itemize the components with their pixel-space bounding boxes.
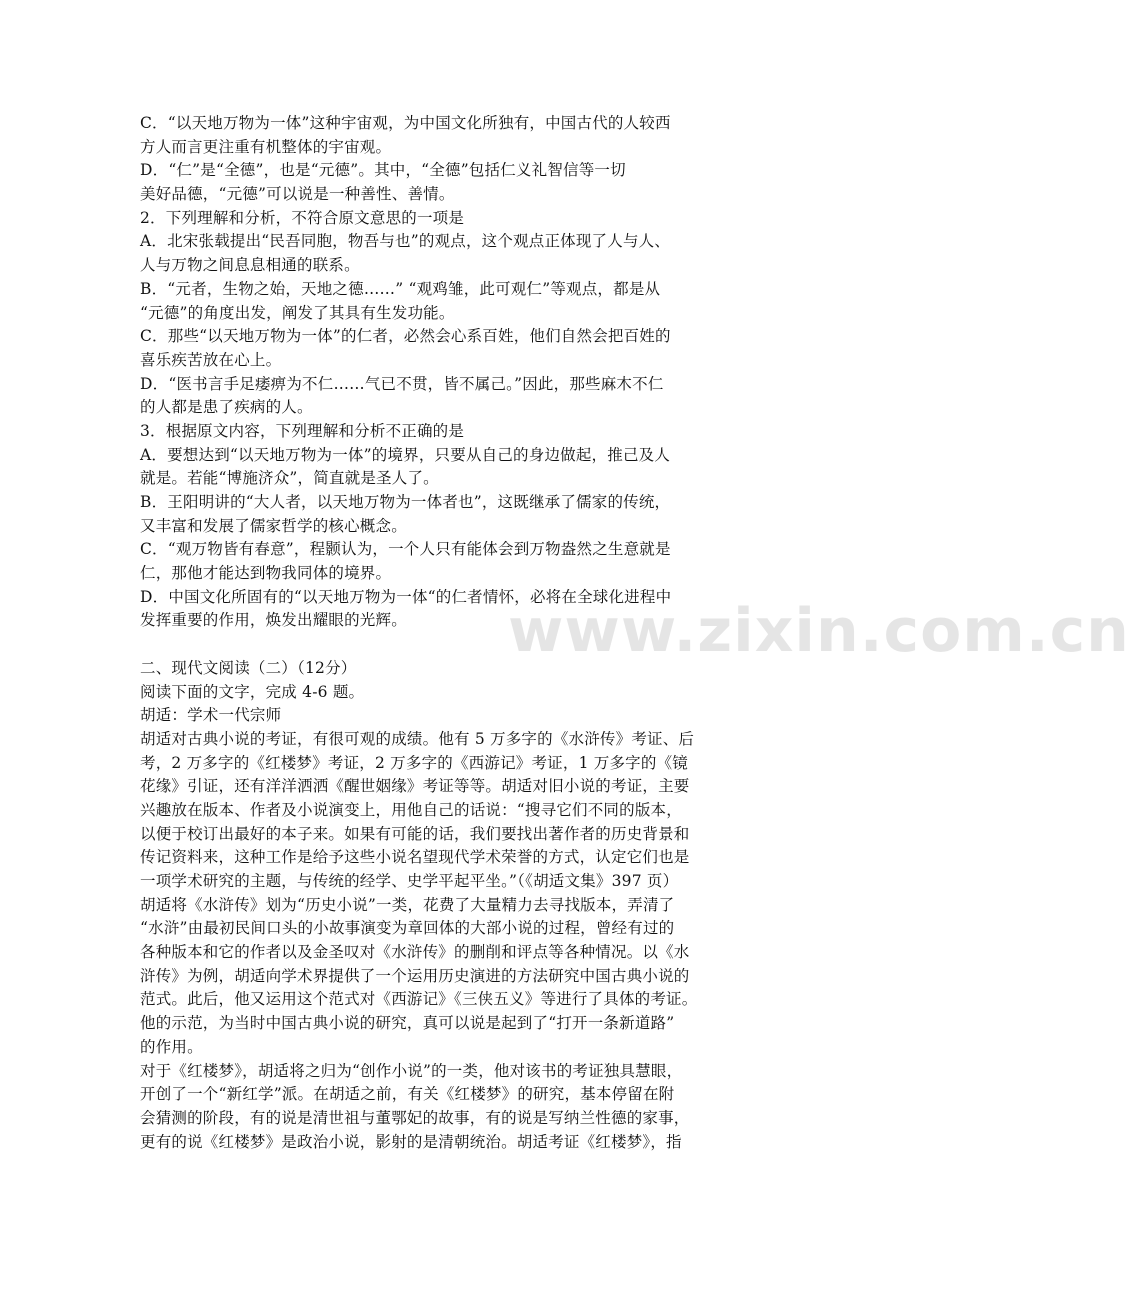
- text-line: 胡适对古典小说的考证，有很可观的成绩。他有 5 万多字的《水浒传》考证、后: [140, 729, 695, 748]
- text-line: 胡适将《水浒传》划为“历史小说”一类，花费了大量精力去寻找版本，弄清了: [140, 895, 675, 914]
- text-line: C．“观万物皆有春意”，程颢认为，一个人只有能体会到万物盎然之生意就是: [140, 540, 671, 559]
- reading-passage-section: [140, 657, 785, 1154]
- text-line: 二、现代文阅读（二）（12分）: [140, 658, 357, 677]
- document-page: [140, 112, 785, 1154]
- text-line: 会猜测的阶段，有的说是清世祖与董鄂妃的故事，有的说是写纳兰性德的家事，: [140, 1108, 690, 1127]
- text-line: 3．根据原文内容，下列理解和分析不正确的是: [140, 421, 465, 440]
- text-line: B．王阳明讲的“大人者，以天地万物为一体者也”，这既继承了儒家的传统，: [140, 493, 671, 511]
- text-line: 阅读下面的文字，完成 4-6 题。: [140, 682, 365, 701]
- text-line: 更有的说《红楼梦》是政治小说，影射的是清朝统治。胡适考证《红楼梦》，指: [140, 1132, 682, 1151]
- text-line: 美好品德，“元德”可以说是一种善性、善情。: [140, 185, 455, 204]
- text-line: A．要想达到“以天地万物为一体”的境界，只要从自己的身边做起，推己及人: [140, 445, 671, 464]
- text-line: 传记资料来，这种工作是给予这些小说名望现代学术荣誉的方式，认定它们也是: [140, 848, 690, 867]
- text-line: 的人都是患了疾病的人。: [140, 398, 313, 417]
- text-line: 一项学术研究的主题，与传统的经学、史学平起平坐。”（《胡适文集》397 页）: [140, 872, 679, 890]
- watermark: www.zixin.com.cn: [508, 596, 1130, 666]
- text-line: 人与万物之间息息相通的联系。: [140, 256, 360, 275]
- text-line: 的作用。: [140, 1037, 203, 1056]
- text-line: 对于《红楼梦》，胡适将之归为“创作小说”的一类，他对该书的考证独具慧眼，: [140, 1061, 683, 1080]
- text-line: 兴趣放在版本、作者及小说演变上，用他自己的话说：“搜寻它们不同的版本，: [140, 800, 682, 819]
- text-line: C．“以天地万物为一体”这种宇宙观，为中国文化所独有，中国古代的人较西: [140, 114, 671, 132]
- text-line: C．那些“以天地万物为一体”的仁者，必然会心系百姓，他们自然会把百姓的: [140, 327, 671, 346]
- text-line: 喜乐疾苦放在心上。: [140, 350, 282, 369]
- text-line: D．“医书言手足痿痹为不仁……气已不贯，皆不属己。”因此，那些麻木不仁: [140, 374, 664, 393]
- text-line: “元德”的角度出发，阐发了其具有生发功能。: [140, 303, 455, 322]
- text-line: 2．下列理解和分析，不符合原文意思的一项是: [140, 208, 465, 227]
- text-line: 开创了一个“新红学”派。在胡适之前，有关《红楼梦》的研究，基本停留在附: [140, 1085, 675, 1104]
- text-line: 范式。此后，他又运用这个范式对《西游记》《三侠五义》等进行了具体的考证。: [140, 990, 698, 1009]
- text-line: 考，2 万多字的《红楼梦》考证，2 万多字的《西游记》考证，1 万多字的《镜: [140, 753, 688, 772]
- text-line: 各种版本和它的作者以及金圣叹对《水浒传》的删削和评点等各种情况。以《水: [140, 943, 690, 962]
- text-line: 花缘》引证，还有洋洋洒洒《醒世姻缘》考证等等。胡适对旧小说的考证，主要: [140, 777, 690, 796]
- text-line: 仁，那他才能达到物我同体的境界。: [140, 564, 392, 583]
- text-line: A．北宋张载提出“民吾同胞，物吾与也”的观点，这个观点正体现了人与人、: [140, 232, 671, 251]
- text-line: 以便于校订出最好的本子来。如果有可能的话，我们要找出著作者的历史背景和: [140, 824, 690, 843]
- text-line: D．中国文化所固有的“以天地万物为一体“的仁者情怀，必将在全球化进程中: [140, 587, 672, 606]
- text-line: D．“仁”是“全德”，也是“元德”。其中，“全德”包括仁义礼智信等一切: [140, 161, 626, 180]
- text-line: 胡适：学术一代宗师: [140, 706, 282, 725]
- text-line: 方人而言更注重有机整体的宇宙观。: [140, 137, 392, 156]
- text-line: 又丰富和发展了儒家哲学的核心概念。: [140, 516, 407, 535]
- text-line: B．“元者，生物之始，天地之德……” “观鸡雏，此可观仁”等观点，都是从: [140, 279, 661, 298]
- question-options-section: [140, 112, 785, 633]
- text-line: 他的示范，为当时中国古典小说的研究，真可以说是起到了“打开一条新道路”: [140, 1014, 675, 1033]
- section-spacer: [140, 633, 785, 657]
- text-line: 发挥重要的作用，焕发出耀眼的光辉。: [140, 611, 407, 630]
- text-line: “水浒”由最初民间口头的小故事演变为章回体的大部小说的过程，曾经有过的: [140, 919, 675, 938]
- text-line: 就是。若能“博施济众”，简直就是圣人了。: [140, 469, 439, 488]
- text-line: 浒传》为例，胡适向学术界提供了一个运用历史演进的方法研究中国古典小说的: [140, 966, 690, 985]
